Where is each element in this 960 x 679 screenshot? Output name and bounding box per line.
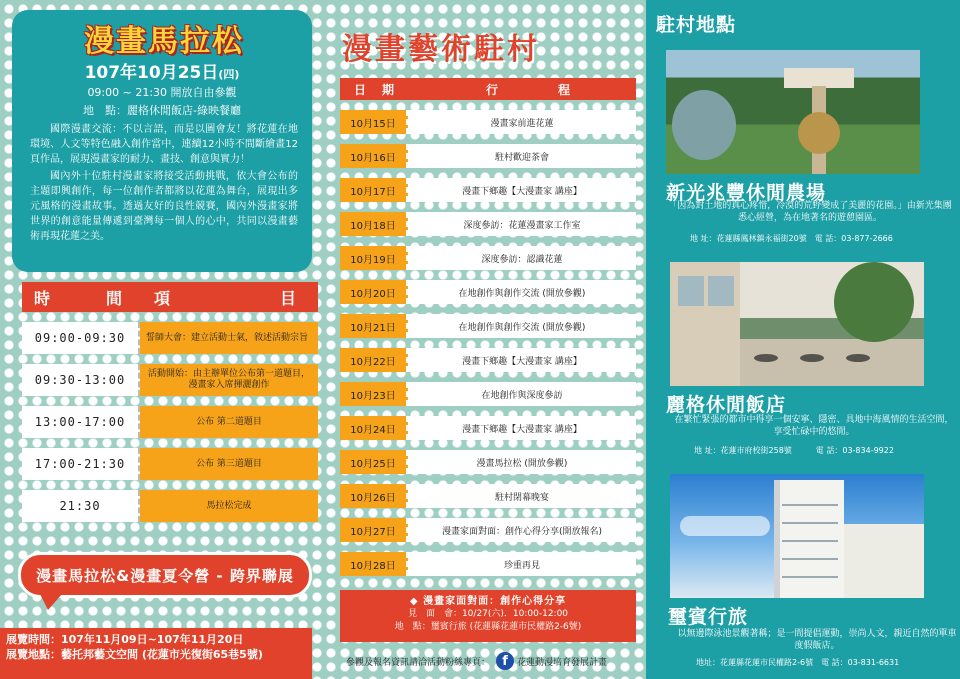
- hotel-window-shape: [708, 276, 734, 306]
- hotel-tree-shape: [834, 262, 914, 342]
- residency-date: 10月22日: [340, 348, 408, 372]
- residency-date: 10月17日: [340, 178, 408, 202]
- residency-row: [340, 382, 636, 406]
- guesthouse-floor-line: [782, 522, 838, 524]
- exhibition-place: 展覽地點：藝托邦藝文空間 (花蓮市光復街65巷5號): [6, 648, 263, 661]
- residency-header-itin-char-1: 行: [486, 82, 499, 97]
- residency-item: 漫畫家面對面：創作心得分享(開放報名): [408, 518, 636, 542]
- schedule-header-time-char-2: 間: [105, 288, 122, 308]
- residency-header-date: [340, 81, 408, 98]
- schedule-time: 09:30-13:00: [22, 364, 140, 396]
- schedule-header-item-char-2: 目: [279, 288, 296, 308]
- meetup-time: 見 面 會：10/27(六)．10:00-12:00: [407, 609, 569, 619]
- residency-row: [340, 484, 636, 508]
- guesthouse-photo: [670, 474, 924, 598]
- marathon-venue: 地 點：麗格休閒飯店-綠映餐廳: [83, 104, 241, 117]
- guesthouse-floor-line: [782, 558, 838, 560]
- marathon-intro-paragraph-2: 國內外十位駐村漫畫家將接受活動挑戰，依大會公布的主題即興創作，每一位創作者都將以花蓮為舞台，展現出多元風格的漫畫故事。透過友好的良性競賽，國內外漫畫家將世界的創意能量傳遞到臺灣每一個人的心中，共同以漫畫藝術再現花蓮之美。: [30, 171, 298, 242]
- marathon-time: 09:00 ~ 21:30 開放自由參觀: [87, 86, 237, 99]
- artist-meetup-info: [340, 590, 636, 642]
- residency-item: 在地創作與創作交流 (開放參觀): [408, 280, 636, 304]
- residency-date: 10月28日: [340, 552, 408, 576]
- fan-page-name[interactable]: 花蓮動漫培育發展計畫: [517, 657, 608, 668]
- residency-date: 10月24日: [340, 416, 408, 440]
- cloud-shape: [680, 516, 770, 536]
- guesthouse-floor-line: [782, 504, 838, 506]
- residency-date: 10月16日: [340, 144, 408, 168]
- guesthouse-description: 以無邊際泳池景觀著稱；是一間提倡運動，崇尚人文，親近自然的單車度假飯店。: [677, 629, 957, 651]
- schedule-item: 馬拉松完成: [140, 490, 318, 522]
- residency-date: 10月26日: [340, 484, 408, 508]
- residency-header-date-char-1: 日: [354, 82, 367, 97]
- residency-item: 在地創作與創作交流 (開放參觀): [408, 314, 636, 338]
- farm-building-shape: [784, 68, 854, 88]
- hotel-description: 在繁忙緊張的都市中得享一個安寧、隱密、具地中海風情的生活空間，享受忙碌中的悠閒。: [674, 415, 954, 437]
- hotel-table-shape: [754, 354, 778, 362]
- residency-item: 深度參訪：花蓮漫畫家工作室: [408, 212, 636, 236]
- hotel-name: 麗格休閒飯店: [666, 394, 787, 416]
- guesthouse-floor-line: [782, 576, 838, 578]
- residency-row: [340, 212, 636, 236]
- residency-row: [340, 552, 636, 576]
- guesthouse-name: 璽賓行旅: [668, 606, 749, 628]
- schedule-item: 活動開始：由主辦單位公布第一道題目，漫畫家入席揮灑創作: [140, 364, 318, 396]
- marathon-schedule-table: [22, 282, 318, 522]
- hotel-photo: [670, 262, 924, 386]
- residency-row: [340, 416, 636, 440]
- residency-header-itinerary: [408, 81, 636, 98]
- exhibition-info: [0, 628, 312, 679]
- schedule-row: [22, 364, 318, 396]
- residency-header-row: [340, 78, 636, 100]
- residency-date: 10月21日: [340, 314, 408, 338]
- facebook-icon[interactable]: f: [496, 652, 514, 670]
- hotel-address: 地 址：花蓮市府校街258號 電 話：03-834-9922: [694, 446, 894, 455]
- schedule-item: 誓師大會：建立活動士氣，敘述活動宗旨: [140, 322, 318, 354]
- schedule-time: 13:00-17:00: [22, 406, 140, 438]
- residency-date: 10月25日: [340, 450, 408, 474]
- guesthouse-wing-shape: [844, 524, 924, 598]
- crossover-exhibition-banner: 漫畫馬拉松&漫畫夏令營 - 跨界聯展: [18, 552, 312, 598]
- marathon-date-main: 107年10月25日: [84, 63, 219, 83]
- residency-row: [340, 246, 636, 270]
- meetup-place: 地 點：璽賓行旅 (花蓮縣花蓮市民權路2-6號): [394, 622, 582, 632]
- residency-item: 漫畫馬拉松 (開放參觀): [408, 450, 636, 474]
- residency-item: 駐村閉幕晚宴: [408, 484, 636, 508]
- hotel-table-shape: [800, 354, 824, 362]
- marathon-date-weekday: (四): [218, 68, 240, 81]
- residency-date: 10月19日: [340, 246, 408, 270]
- residency-row: [340, 110, 636, 134]
- marathon-intro: [30, 122, 298, 246]
- residency-date: 10月15日: [340, 110, 408, 134]
- schedule-header-row: [22, 282, 318, 312]
- farm-name: 新光兆豐休閒農場: [666, 182, 827, 204]
- hotel-window-shape: [678, 276, 704, 306]
- residency-item: 珍重再見: [408, 552, 636, 576]
- schedule-row: [22, 448, 318, 480]
- residency-date: 10月18日: [340, 212, 408, 236]
- marathon-title: 漫畫馬拉松: [84, 24, 244, 59]
- meetup-title: ◆ 漫畫家面對面：創作心得分享: [409, 596, 567, 607]
- residency-item: 漫畫下鄉趣【大漫畫家 講座】: [408, 348, 636, 372]
- locations-title: 駐村地點: [656, 14, 737, 36]
- residency-date: 10月20日: [340, 280, 408, 304]
- schedule-header-time-char-1: 時: [34, 288, 51, 308]
- residency-schedule-table: [340, 78, 636, 576]
- farm-address: 地 址：花蓮縣鳳林鎮永福街20號 電 話：03-877-2666: [690, 234, 893, 243]
- residency-row: [340, 280, 636, 304]
- hotel-table-shape: [846, 354, 870, 362]
- guesthouse-tower-shape: [774, 480, 844, 598]
- marathon-info-panel: [12, 10, 312, 272]
- residency-row: [340, 178, 636, 202]
- residency-date: 10月27日: [340, 518, 408, 542]
- schedule-time: 09:00-09:30: [22, 322, 140, 354]
- residency-item: 漫畫下鄉趣【大漫畫家 講座】: [408, 416, 636, 440]
- farm-description: 「因為對土地的真心疼惜，冷漠的荒野變成了美麗的花園。」由新光集團悉心經營，為在地著名的遊憩園區。: [668, 201, 952, 223]
- residency-item: 漫畫下鄉趣【大漫畫家 講座】: [408, 178, 636, 202]
- residency-item: 漫畫家前進花蓮: [408, 110, 636, 134]
- residency-row: [340, 314, 636, 338]
- marathon-intro-paragraph-1: 國際漫畫交流：不以言語，而是以圖會友！將花蓮在地環境、人文等特色融入創作當中，連續12小時不間斷繪畫12頁作品，展現漫畫家的耐力、畫技、創意與實力！: [30, 124, 298, 165]
- schedule-row: [22, 322, 318, 354]
- farm-photo: [666, 50, 920, 174]
- schedule-item: 公布 第三道題目: [140, 448, 318, 480]
- farm-garden-shape: [798, 112, 840, 154]
- exhibition-time: 展覽時間：107年11月09日~107年11月20日: [6, 633, 244, 646]
- schedule-row: [22, 490, 318, 522]
- schedule-header-item-char-1: 項: [154, 288, 171, 308]
- residency-row: [340, 450, 636, 474]
- guesthouse-floor-line: [782, 540, 838, 542]
- residency-row: [340, 348, 636, 372]
- farm-pond-shape: [672, 90, 736, 160]
- guesthouse-address: 地址：花蓮縣花蓮市民權路2-6號 電 話：03-831-6631: [696, 658, 900, 667]
- residency-header-itin-char-2: 程: [557, 82, 570, 97]
- residency-date: 10月23日: [340, 382, 408, 406]
- schedule-row: [22, 406, 318, 438]
- schedule-header-item: [140, 286, 318, 309]
- fan-page-footer: [346, 649, 636, 673]
- residency-title: 漫畫藝術駐村: [342, 32, 540, 67]
- schedule-header-time: [22, 286, 140, 309]
- schedule-item: 公布 第二道題目: [140, 406, 318, 438]
- schedule-time: 17:00-21:30: [22, 448, 140, 480]
- residency-item: 深度參訪：認識花蓮: [408, 246, 636, 270]
- residency-row: [340, 518, 636, 542]
- residency-item: 駐村歡迎茶會: [408, 144, 636, 168]
- fan-page-caption: 參觀及報名資訊請洽活動粉絲專頁：: [346, 657, 491, 668]
- schedule-time: 21:30: [22, 490, 140, 522]
- marathon-date: [12, 58, 312, 83]
- speech-bubble-tail: [40, 594, 62, 610]
- residency-item: 在地創作與深度參訪: [408, 382, 636, 406]
- residency-row: [340, 144, 636, 168]
- residency-header-date-char-2: 期: [381, 82, 394, 97]
